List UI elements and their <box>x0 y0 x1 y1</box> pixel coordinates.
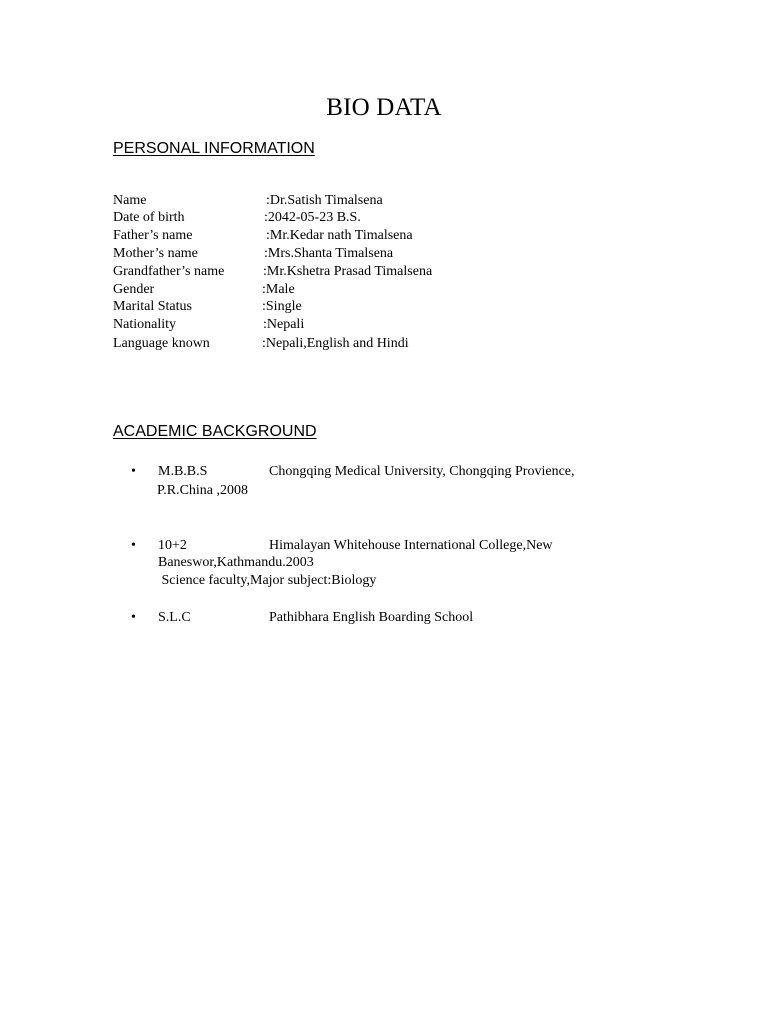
info-value: :2042-05-23 B.S. <box>264 210 361 225</box>
bullet-icon: • <box>131 610 136 625</box>
degree-label: S.L.C <box>158 610 191 625</box>
institution-text: Himalayan Whitehouse International College,New <box>269 538 553 553</box>
info-label: Grandfather’s name <box>113 264 225 279</box>
degree-label: M.B.B.S <box>158 464 208 479</box>
info-value: :Mrs.Shanta Timalsena <box>264 246 394 261</box>
institution-text: Pathibhara English Boarding School <box>269 610 474 625</box>
info-label: Mother’s name <box>113 246 198 261</box>
info-value: :Mr.Kshetra Prasad Timalsena <box>263 264 433 279</box>
info-value: :Single <box>262 299 302 314</box>
bullet-icon: • <box>131 538 136 553</box>
info-label: Name <box>113 193 147 208</box>
institution-continuation: Baneswor,Kathmandu.2003 <box>158 555 314 570</box>
info-label: Marital Status <box>113 299 192 314</box>
degree-label: 10+2 <box>158 538 187 553</box>
info-value: :Nepali,English and Hindi <box>262 336 409 351</box>
info-value: :Nepali <box>263 317 305 332</box>
info-value: :Male <box>262 282 295 297</box>
info-value: :Dr.Satish Timalsena <box>266 193 383 208</box>
bullet-icon: • <box>131 464 136 479</box>
academic-background-heading: ACADEMIC BACKGROUND <box>113 423 317 440</box>
info-label: Language known <box>113 336 210 351</box>
institution-text: Chongqing Medical University, Chongqing Provience, <box>269 464 575 479</box>
info-label: Nationality <box>113 317 176 332</box>
personal-information-heading: PERSONAL INFORMATION <box>113 140 315 157</box>
info-label: Father’s name <box>113 228 193 243</box>
institution-continuation: P.R.China ,2008 <box>157 483 249 498</box>
info-label: Gender <box>113 282 155 297</box>
document-title: BIO DATA <box>326 94 442 121</box>
info-value: :Mr.Kedar nath Timalsena <box>266 228 413 243</box>
subject-details: Science faculty,Major subject:Biology <box>158 573 377 588</box>
info-label: Date of birth <box>113 210 185 225</box>
